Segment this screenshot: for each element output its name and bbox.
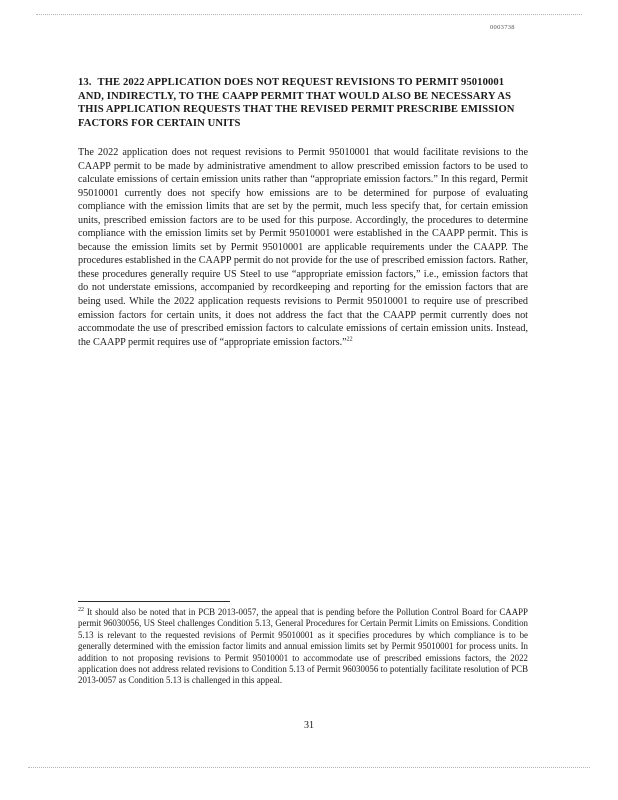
scan-edge-top xyxy=(36,14,582,15)
footnote xyxy=(78,607,528,687)
footnote-reference: 22 xyxy=(346,336,353,343)
bates-number: 0003738 xyxy=(490,24,515,31)
footnote-marker: 22 xyxy=(78,607,84,614)
section-heading-text: THE 2022 APPLICATION DOES NOT REQUEST REVISIONS TO PERMIT 95010001 AND, INDIRECTLY, TO THE CAAPP PERMIT THAT WOULD ALSO BE NECESSARY AS THIS APPLICATION REQUESTS THAT THE REVISED PERMIT PRESCRIBE EMISSION FACTORS FOR CERTAIN UNITS xyxy=(78,77,515,129)
section-number: 13. xyxy=(78,77,92,88)
page-number: 31 xyxy=(304,720,314,731)
body-paragraph xyxy=(78,146,528,349)
footnote-text: It should also be noted that in PCB 2013-0057, the appeal that is pending before the Pollution Control Board for CAAPP permit 96030056, US Steel challenges Condition 5.13, General Procedures for Certain Permit Limits on Emissions. Condition 5.13 is relevant to the requested revisions of Permit 95010001 as it specifies procedures by which compliance is to be generally determined with the emission factor limits and annual emission limits set by Permit 95010001 for process units. In addition to not proposing revisions to Permit 95010001 to accommodate use of prescribed emissions factors, the 2022 application does not address related revisions to Condition 5.13 of Permit 96030056 to potentially facilitate resolution of PCB 2013-0057 as Condition 5.13 is challenged in this appeal. xyxy=(78,607,528,686)
scan-edge-bottom xyxy=(28,767,590,768)
footnote-separator xyxy=(78,601,230,602)
body-paragraph-text: The 2022 application does not request revisions to Permit 95010001 that would facilitate revisions to the CAAPP permit to be made by administrative amendment to allow prescribed emission factors to be used to calculate emissions of certain emission units rather than “appropriate emission factors.” In this regard, Permit 95010001 currently does not specify how emissions are to be determined for purpose of evaluating compliance with the emission limits that are set by the permit, much less specify that, for certain emission units, prescribed emission factors are to be used for this purpose. Accordingly, the procedures to determine compliance with the emission limits set by Permit 95010001 were established in the CAAPP permit. This is because the emission limits set by Permit 95010001 are applicable requirements under the CAAPP. The procedures established in the CAAPP permit do not provide for the use of prescribed emission factors. Rather, these procedures generally require US Steel to use “appropriate emission factors,” i.e., emission factors that do not understate emissions, accompanied by recordkeeping and reporting for the emission factors that are being used. While the 2022 application requests revisions to Permit 95010001 to require use of prescribed emission factors for certain units, it does not address the fact that the CAAPP permit currently does not accommodate the use of prescribed emission factors to calculate emissions of certain emission units. Instead, the CAAPP permit requires use of “appropriate emission factors.” xyxy=(78,147,528,348)
section-heading xyxy=(78,76,526,130)
